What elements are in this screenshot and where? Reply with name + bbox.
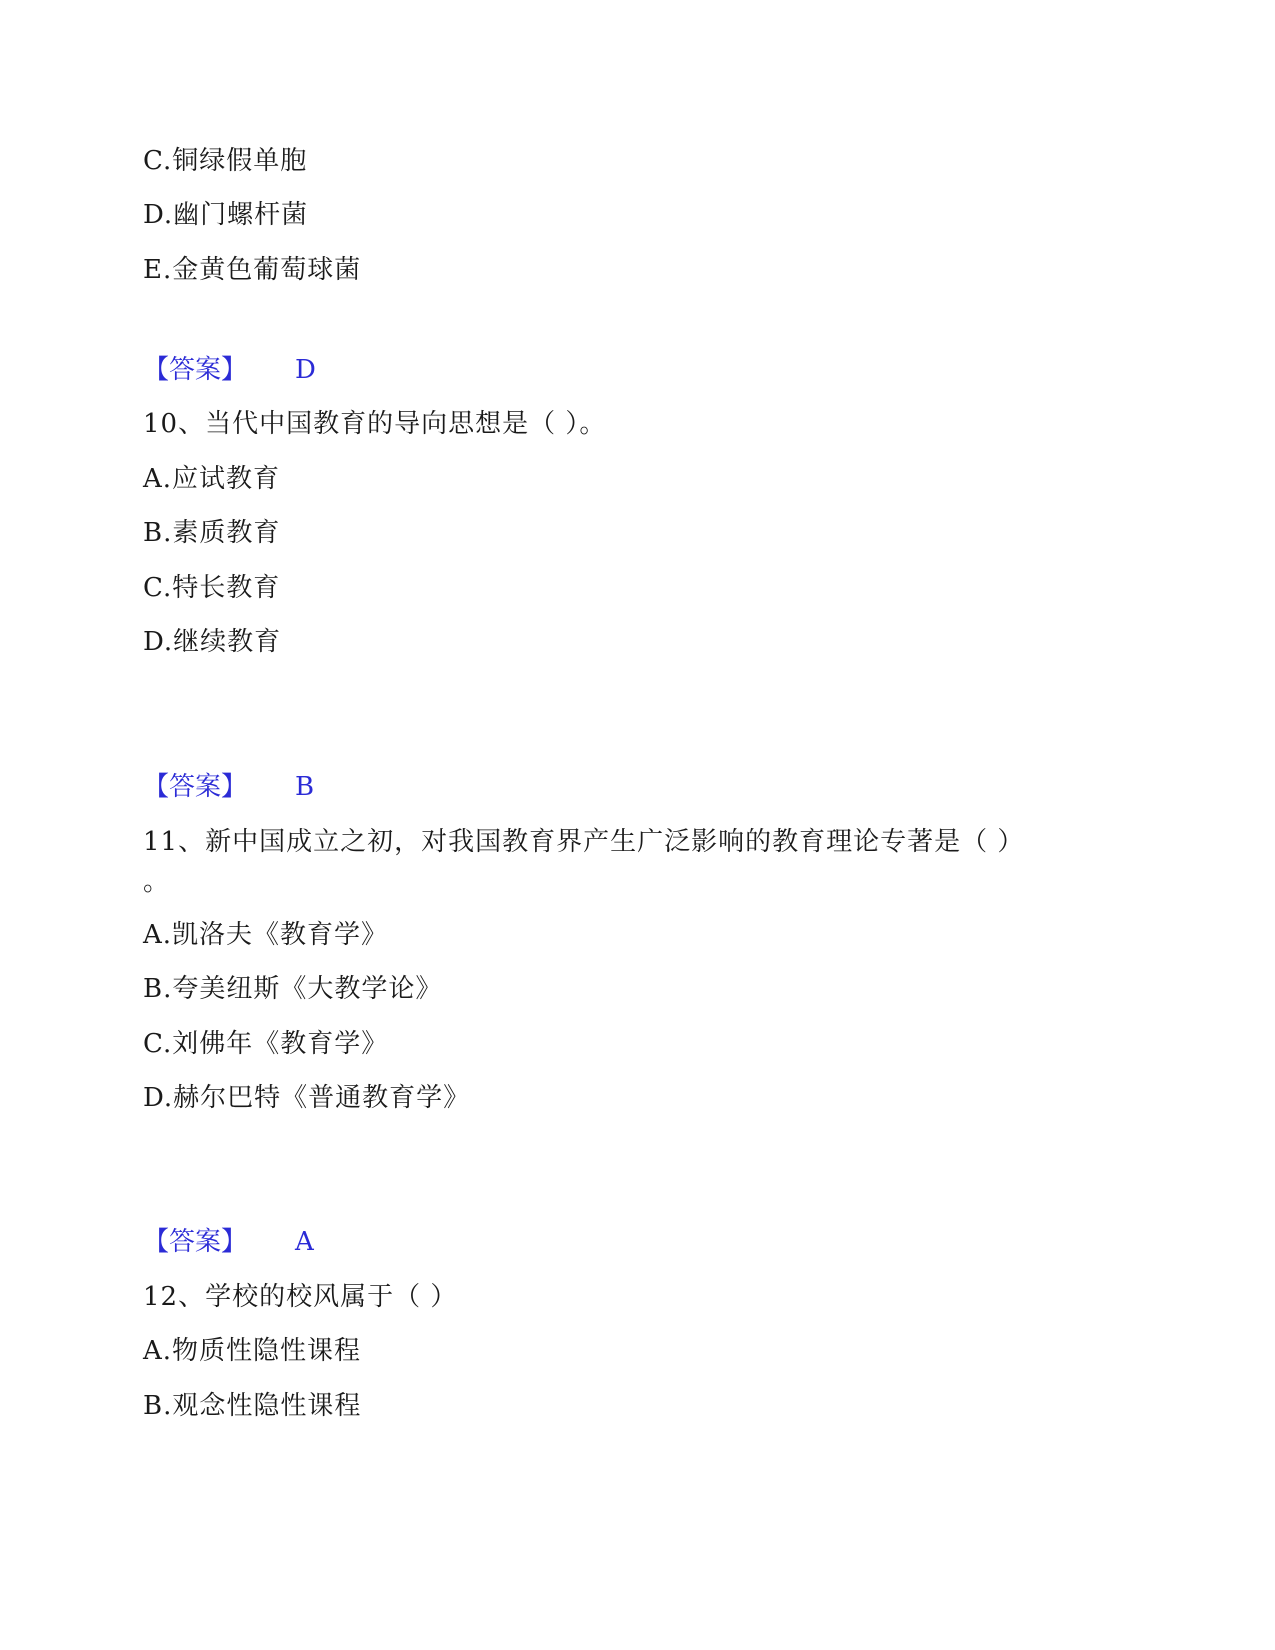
q11-option-a: A.凯洛夫《教育学》: [143, 920, 389, 950]
q9-option-c: C.铜绿假单胞: [143, 146, 308, 176]
q10-option-c: C.特长教育: [143, 573, 281, 603]
q11-question: 11、新中国成立之初，对我国教育界产生广泛影响的教育理论专著是（ ）: [143, 827, 1025, 857]
q10-option-a: A.应试教育: [143, 464, 281, 494]
q12-option-b: B.观念性隐性课程: [143, 1391, 362, 1421]
q11-answer-value: A: [295, 1227, 314, 1257]
q10-option-b: B.素质教育: [143, 518, 281, 548]
q9-answer-label: 【答案】: [143, 355, 248, 385]
q11-question-cont: 。: [143, 867, 171, 897]
q10-question: 10、当代中国教育的导向思想是（ ）。: [143, 409, 607, 439]
q10-answer: [143, 770, 314, 804]
q9-option-e: E.金黄色葡萄球菌: [143, 255, 362, 285]
q10-answer-value: B: [295, 772, 315, 802]
q11-option-c: C.刘佛年《教育学》: [143, 1029, 389, 1059]
q9-option-d: D.幽门螺杆菌: [143, 200, 309, 230]
q11-answer: [143, 1225, 314, 1259]
q12-question: 12、学校的校风属于（ ）: [143, 1282, 458, 1312]
q12-option-a: A.物质性隐性课程: [143, 1336, 362, 1366]
q11-answer-label: 【答案】: [143, 1227, 248, 1257]
q11-option-d: D.赫尔巴特《普通教育学》: [143, 1083, 471, 1113]
q11-option-b: B.夸美纽斯《大教学论》: [143, 974, 443, 1004]
q10-option-d: D.继续教育: [143, 627, 282, 657]
q9-answer: [143, 353, 316, 387]
q9-answer-value: D: [295, 355, 316, 385]
q10-answer-label: 【答案】: [143, 772, 248, 802]
